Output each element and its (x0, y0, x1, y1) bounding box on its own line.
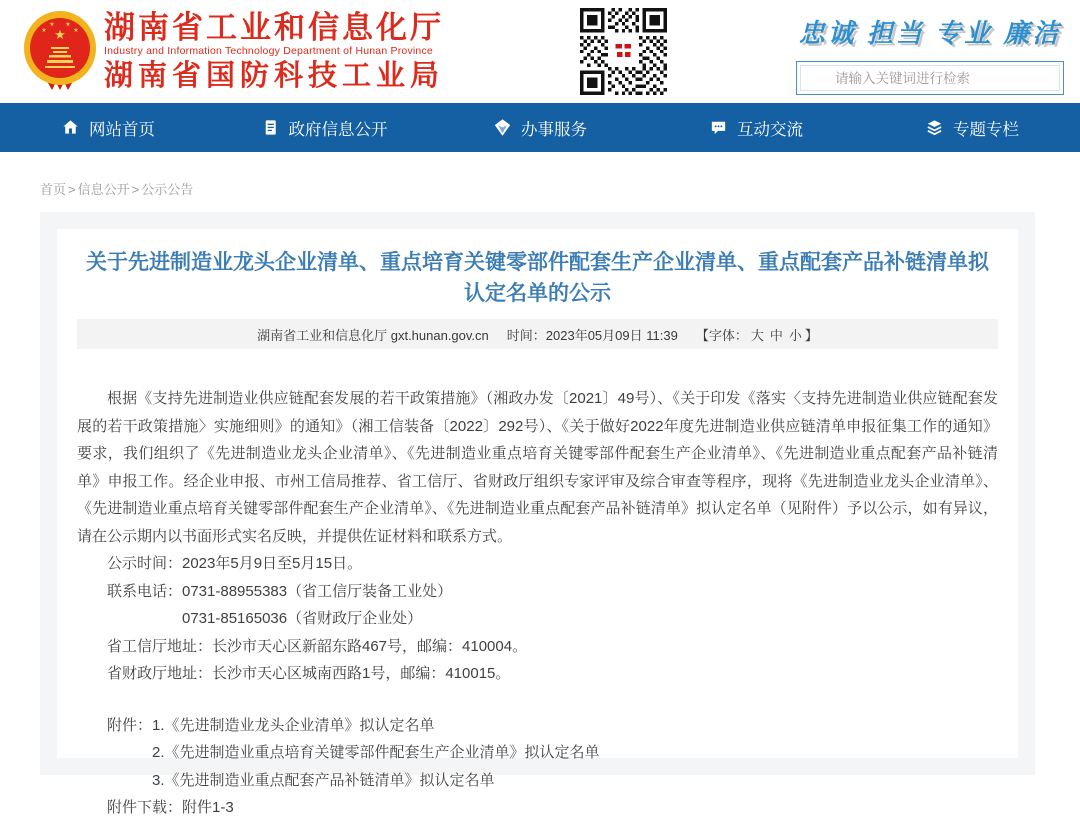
publicity-period: 公示时间：2023年5月9日至5月15日。 (107, 555, 363, 572)
font-size-medium-button[interactable]: 中 (769, 327, 783, 343)
font-size-suffix: 】 (804, 327, 818, 343)
breadcrumb (40, 179, 1080, 198)
nav-label: 网站首页 (89, 120, 155, 139)
department-name-cn: 湖南省工业和信息化厅 (104, 10, 444, 45)
nav-item-special-topics[interactable] (864, 116, 1080, 140)
chat-icon (709, 118, 728, 137)
font-size-controls (696, 325, 818, 344)
breadcrumb-info-disclosure[interactable]: 信息公开 (77, 182, 130, 197)
breadcrumb-separator: > (68, 182, 76, 197)
nav-label: 互动交流 (737, 120, 803, 139)
svg-text:★: ★ (54, 27, 66, 42)
nav-item-interaction[interactable] (648, 116, 864, 140)
article-title: 关于先进制造业龙头企业清单、重点培育关键零部件配套生产企业清单、重点配套产品补链清单拟认定名单的公示 (86, 251, 989, 305)
article-meta-bar (77, 319, 998, 349)
services-icon (493, 118, 512, 137)
motto-banner: 忠诚 担当 专业 廉洁 (798, 18, 1062, 48)
address-finance: 省财政厅地址：长沙市天心区城南西路1号，邮编：410015。 (107, 665, 511, 682)
font-size-large-button[interactable]: 大 (750, 327, 764, 343)
breadcrumb-current: 公示公告 (141, 182, 194, 197)
address-gxt: 省工信厅地址：长沙市天心区新韶东路467号，邮编：410004。 (107, 637, 528, 655)
main-navigation (0, 103, 1080, 152)
search-box (796, 61, 1064, 95)
article-body (77, 385, 998, 822)
nav-label: 专题专栏 (953, 120, 1019, 139)
qr-code (580, 8, 667, 95)
nav-label: 政府信息公开 (288, 120, 388, 139)
attachment-link-2[interactable]: 2.《先进制造业重点培育关键零部件配套生产企业清单》拟认定名单 (152, 744, 600, 761)
svg-text:★: ★ (73, 28, 79, 34)
font-size-prefix: 【字体： (695, 327, 748, 343)
department-name-en: Industry and Information Technology Department of Hunan Province (104, 45, 433, 57)
layers-icon (925, 118, 944, 137)
brand-titles (104, 11, 444, 93)
national-emblem-logo (22, 9, 98, 91)
content-panel (40, 212, 1035, 816)
contact-phone-1: 联系电话：0731-88955383（省工信厅装备工业处） (107, 582, 453, 600)
breadcrumb-home[interactable]: 首页 (40, 182, 67, 197)
svg-text:★: ★ (41, 28, 47, 34)
bureau-name-cn: 湖南省国防科技工业局 (104, 60, 445, 92)
attachment-link-3[interactable]: 3.《先进制造业重点配套产品补链清单》拟认定名单 (152, 771, 495, 789)
attachment-download-line (77, 794, 998, 822)
home-icon (61, 118, 80, 137)
site-header (0, 0, 1080, 103)
svg-text:★: ★ (65, 22, 71, 28)
contact-phone-2: 0731-85165036（省财政厅企业处） (182, 610, 423, 627)
article-time: 时间：2023年05月09日 11:39 (506, 327, 678, 343)
attachment-link-1[interactable]: 1.《先进制造业龙头企业清单》拟认定名单 (152, 716, 435, 734)
search-input[interactable] (801, 66, 1059, 90)
nav-item-gov-info[interactable] (216, 116, 432, 140)
nav-label: 办事服务 (521, 120, 587, 139)
paragraph-main: 根据《支持先进制造业供应链配套发展的若干政策措施》（湘政办发〔2021〕49号）、《关于印发《落实〈支持先进制造业供应链配套发展的若干政策措施〉实施细则》的通知》（湘工信装备〔2022〕292号）、《关于做好2022年度先进制造业供应链清单申报征集工作的通知》要求，我们组织了《先进制造业龙头企业清单》、《先进制造业重点培育关键零部件配套生产企业清单》、《先进制造业重点配套产品补链清单》申报工作。经企业申报、市州工信局推荐、省工信厅、省财政厅组织专家评审及综合审查等程序，现将《先进制造业龙头企业清单》、《先进制造业重点培育关键零部件配套生产企业清单》、《先进制造业重点配套产品补链清单》拟认定名单（见附件）予以公示，如有异议，请在公示期内以书面形式实名反映，并提供佐证材料和联系方式。 (77, 390, 998, 545)
attachment-line-1 (77, 712, 998, 740)
font-size-small-button[interactable]: 小 (788, 327, 802, 343)
attachment-prefix: 附件： (107, 716, 153, 734)
document-icon (261, 118, 280, 137)
breadcrumb-separator: > (131, 182, 140, 197)
article-source: 湖南省工业和信息化厅 gxt.hunan.gov.cn (257, 327, 489, 343)
nav-item-home[interactable] (0, 116, 216, 140)
attachment-download-link[interactable]: 附件1-3 (182, 799, 234, 816)
article-card (57, 229, 1018, 816)
nav-item-services[interactable] (432, 116, 648, 140)
svg-text:★: ★ (49, 22, 55, 28)
attachment-download-label: 附件下载： (107, 799, 183, 816)
